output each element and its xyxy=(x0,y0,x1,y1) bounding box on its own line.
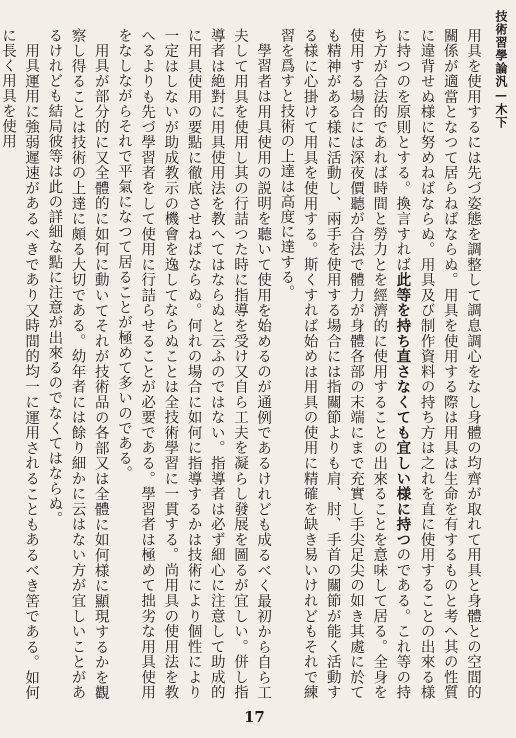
paragraph-4-text: 用具運用に強弱遲速があるべきであり又時間的均一に運用されることもあるべき筈である。如何に長く用具を使用 xyxy=(0,28,40,700)
paragraph-1-part-3: のである。これ等の持ち方が合法的であれば時間と勞力とを經濟的に使用することの出來ることを意味して居る。全身を使用する場合には深夜價聽が合法で體力が身體各部の末端にまで充實し手尖足尖の如き其處に於ても精神がある様に活動し、兩手を使用する場合には指關節よりも肩、肘、手首の關節が能く活動する様に心掛けて用具を使用する。斯くすれば始めは用具の使用に精確を缺き易いけれどもそれで練習を爲すと技術の上達は高度に達する。 xyxy=(278,28,411,700)
paragraph-3-text: 用具が部分的に又全體的に如何に動いてそれが技術品の各部又は全體に如何様に顯現するかを觀察し得ることは技術の上達に頗る大切である。幼年者には餘り細かに云はない方が宜しいことがあるけれども結局彼等は此の詳細な點に注意が出來るのでなくてはならぬ。 xyxy=(46,28,109,700)
paragraph-1 xyxy=(274,28,484,700)
paragraph-1-emphasis: 此等を持ち直さなくても宜しい様に持つ xyxy=(394,272,412,548)
paragraph-2 xyxy=(112,28,274,700)
page-number: 17 xyxy=(244,708,265,726)
body-text xyxy=(0,28,484,700)
paragraph-3 xyxy=(42,28,112,700)
running-head: 技術習學論汎—木下 xyxy=(494,10,508,129)
paragraph-2-text: 學習者は用具使用の説明を聽いて使用を始めるのが通例であるけれども成るべく最初から自ら工夫して用具を使用し其の行詰つた時に指導を受け又自ら工夫を凝らし發展を圖るが宜しい。併し指導者は絶對に用具使用法を教へてはならぬと云ふのではない。指導者は必ず細心に注意して助成的に用具使用の要點に徹底させねばならぬ。何れの場合に如何に指導するかは技術により個性により一定はしないが助成教示の機會を逸してならぬことは全技術學習に一貫する。尚用具の使用法を教へるよりも先づ學習者をして使用に行詰らせることが必要である。學習者は極めて拙劣な用具使用をなしながらそれで平氣になつて居ることが極めて多いのである。 xyxy=(115,28,272,700)
paragraph-4 xyxy=(0,28,42,700)
paragraph-1-part-1: 用具を使用するには先づ姿態を調整して調息調心をなし身體の均齊が取れて用具と身體との空間的關係が適當となつて居らねばならぬ。用具を使用する際は用具は生命を有するものと考へ其の性質に違背せぬ様に努めねばならぬ。用具及び制作資料の持ち方は之れを直に使用することの出來る様に持つのを原則とする。換言すれば xyxy=(394,28,481,700)
